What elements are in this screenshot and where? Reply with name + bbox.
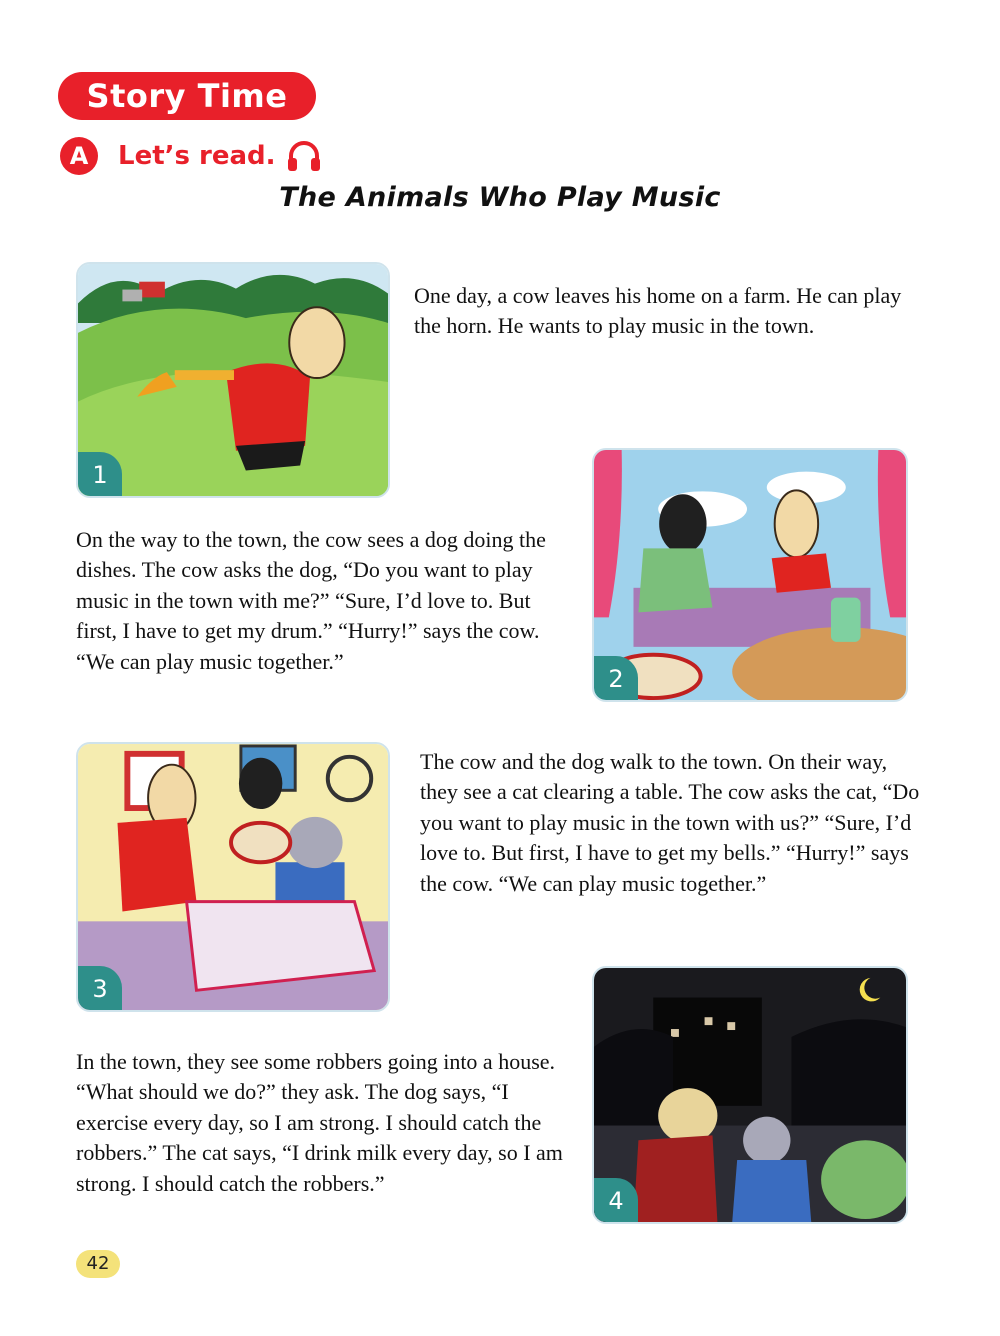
story-paragraph-2: On the way to the town, the cow sees a dog doing the dishes. The cow asks the dog, “Do you want to play music in the town with me?” “Sure, I’d love to. But first, I have to get my drum.” “Hurry!” says the cow. “We can play music together.”: [76, 527, 546, 674]
story-paragraph-1: One day, a cow leaves his home on a farm. He can play the horn. He wants to play music in the town.: [414, 283, 902, 339]
panel-number-3: 3: [78, 966, 122, 1010]
illustration-2-dog-doing-dishes: [592, 448, 908, 702]
section-letter-badge: A: [60, 137, 98, 175]
story-title: The Animals Who Play Music: [279, 182, 721, 213]
story-time-banner: Story Time: [58, 72, 316, 120]
illustration-4-night-in-town: [592, 966, 908, 1224]
panel-number-1: 1: [78, 452, 122, 496]
story-paragraph-4: In the town, they see some robbers going into a house. “What should we do?” they ask. The dog says, “I exercise every day, so I am strong. I should catch the robbers.” The cat says, “I drink milk every day, so I am strong. I should catch the robbers.”: [76, 1049, 563, 1196]
headphones-icon[interactable]: [286, 138, 322, 174]
illustration-3-cat-clearing-table: [76, 742, 390, 1012]
section-heading: [60, 136, 322, 176]
panel-number-4: 4: [594, 1178, 638, 1222]
page-number: 42: [76, 1250, 120, 1278]
section-heading-text: Let’s read.: [118, 141, 276, 171]
story-paragraph-3: The cow and the dog walk to the town. On their way, they see a cat clearing a table. The cow asks the cat, “Do you want to play music in the town with us?” “Sure, I’d love to. But first, I have to get my bells.” “Hurry!” says the cow. “We can play music together.”: [420, 749, 920, 896]
panel-number-2: 2: [594, 656, 638, 700]
illustration-1-cow-on-farm: [76, 262, 390, 498]
